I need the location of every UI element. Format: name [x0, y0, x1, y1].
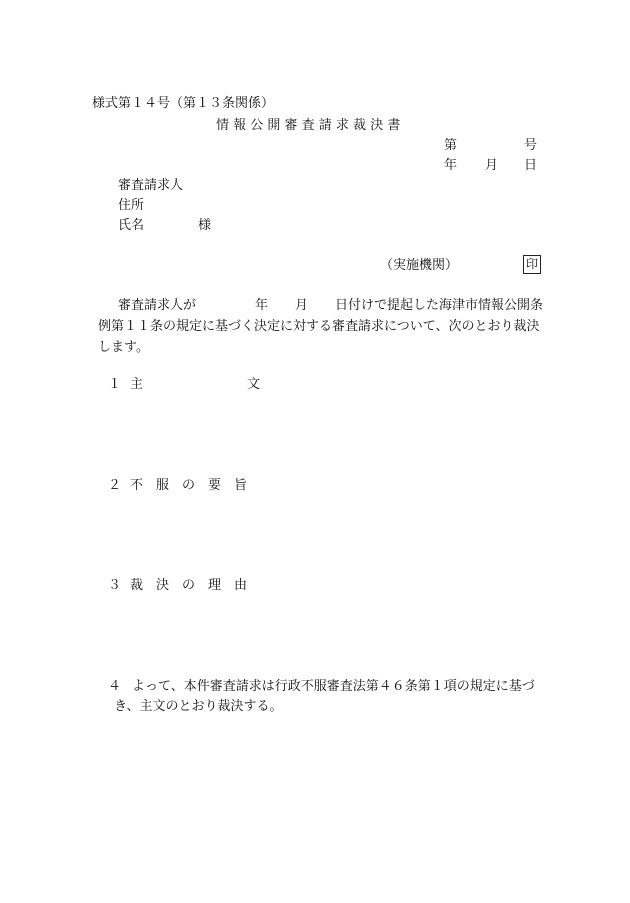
section-4-number: ４: [108, 679, 122, 694]
section-3-number: ３: [108, 578, 122, 593]
requester-honorific: 様: [198, 218, 212, 233]
number-prefix: 第: [444, 138, 458, 153]
form-label: 様式第１４号（第１３条関係）: [92, 96, 275, 111]
body-month: 月: [295, 298, 309, 313]
body-line-3: します。: [98, 340, 149, 355]
section-2-number: ２: [108, 478, 122, 493]
section-1-title: 主 文: [130, 377, 261, 392]
body-text-start: 審査請求人が: [118, 298, 197, 313]
section-1-number: １: [108, 377, 122, 392]
number-suffix: 号: [524, 138, 538, 153]
section-4-line-1: よって、本件審査請求は行政不服審査法第４６条第１項の規定に基づ: [132, 679, 535, 694]
date-year: 年: [444, 158, 458, 173]
document-title: 情 報 公 開 審 査 請 求 裁 決 書: [216, 118, 401, 133]
body-line-2: 例第１１条の規定に基づく決定に対する審査請求について、次のとおり裁決: [98, 319, 540, 334]
body-year: 年: [255, 298, 269, 313]
body-text-end: 日付けで提起した海津市情報公開条: [335, 298, 544, 313]
agency-label: （実施機関）: [380, 258, 459, 273]
requester-address-label: 住所: [118, 198, 145, 213]
date-day: 日: [524, 158, 538, 173]
section-3-title: 裁 決 の 理 由: [130, 578, 248, 593]
date-month: 月: [485, 158, 499, 173]
section-2-title: 不 服 の 要 旨: [130, 478, 248, 493]
requester-heading: 審査請求人: [118, 178, 184, 193]
requester-name-label: 氏名: [118, 218, 145, 233]
seal-box: 印: [523, 255, 541, 274]
section-4-line-2: き、主文のとおり裁決する。: [114, 699, 283, 714]
